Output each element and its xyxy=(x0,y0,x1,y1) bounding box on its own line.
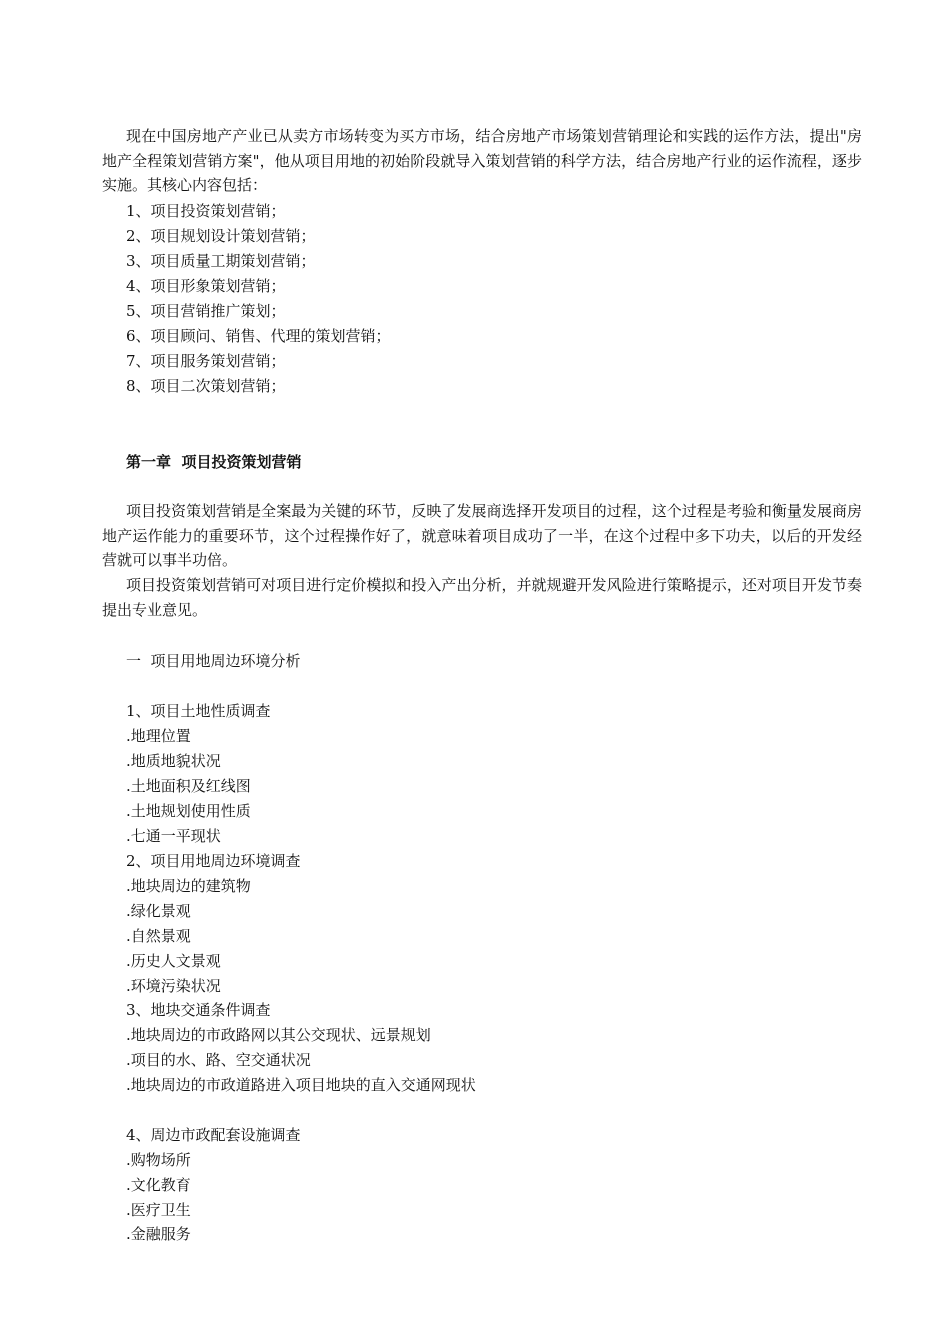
list-item: 7、项目服务策划营销； xyxy=(126,352,286,370)
list-item: .地块周边的市政道路进入项目地块的直入交通网现状 xyxy=(126,1076,476,1094)
list-item: 5、项目营销推广策划； xyxy=(126,302,286,320)
list-item: .环境污染状况 xyxy=(126,977,221,995)
chapter-paragraph: 项目投资策划营销是全案最为关键的环节，反映了发展商选择开发项目的过程，这个过程是考验和衡量发展商房地产运作能力的重要环节，这个过程操作好了，就意味着项目成功了一半，在这个过程中多下功夫，以后的开发经营就可以事半功倍。 xyxy=(102,502,862,569)
list-item: .土地规划使用性质 xyxy=(126,802,251,820)
list-item: .土地面积及红线图 xyxy=(126,777,251,795)
list-item: 1、项目投资策划营销； xyxy=(126,202,286,220)
list-item: .医疗卫生 xyxy=(126,1201,191,1219)
subsection-title: 4、周边市政配套设施调查 xyxy=(126,1126,301,1144)
list-item: .地理位置 xyxy=(126,727,191,745)
intro-paragraph: 现在中国房地产产业已从卖方市场转变为买方市场，结合房地产市场策划营销理论和实践的运作方法，提出"房地产全程策划营销方案"，他从项目用地的初始阶段就导入策划营销的科学方法，结合房地产行业的运作流程，逐步实施。其核心内容包括： xyxy=(102,127,862,194)
subsection-title: 1、项目土地性质调查 xyxy=(126,702,271,720)
subsection-title: 3、地块交通条件调查 xyxy=(126,1001,271,1019)
list-item: 8、项目二次策划营销； xyxy=(126,377,286,395)
list-item: 4、项目形象策划营销； xyxy=(126,277,286,295)
list-item: .购物场所 xyxy=(126,1151,191,1169)
list-item: .地块周边的建筑物 xyxy=(126,877,251,895)
list-item: 3、项目质量工期策划营销； xyxy=(126,252,316,270)
subsection-title: 2、项目用地周边环境调查 xyxy=(126,852,301,870)
chapter-paragraph: 项目投资策划营销可对项目进行定价模拟和投入产出分析，并就规避开发风险进行策略提示，还对项目开发节奏提出专业意见。 xyxy=(102,576,862,619)
chapter-title: 第一章 项目投资策划营销 xyxy=(126,453,302,471)
list-item: .历史人文景观 xyxy=(126,952,221,970)
list-item: .文化教育 xyxy=(126,1176,191,1194)
list-item: .绿化景观 xyxy=(126,902,191,920)
list-item: 6、项目顾问、销售、代理的策划营销； xyxy=(126,327,391,345)
list-item: .地质地貌状况 xyxy=(126,752,221,770)
list-item: .项目的水、路、空交通状况 xyxy=(126,1051,311,1069)
list-item: .自然景观 xyxy=(126,927,191,945)
list-item: .地块周边的市政路网以其公交现状、远景规划 xyxy=(126,1026,431,1044)
section-title: 一 项目用地周边环境分析 xyxy=(126,652,301,670)
list-item: 2、项目规划设计策划营销； xyxy=(126,227,316,245)
list-item: .金融服务 xyxy=(126,1225,191,1243)
list-item: .七通一平现状 xyxy=(126,827,221,845)
